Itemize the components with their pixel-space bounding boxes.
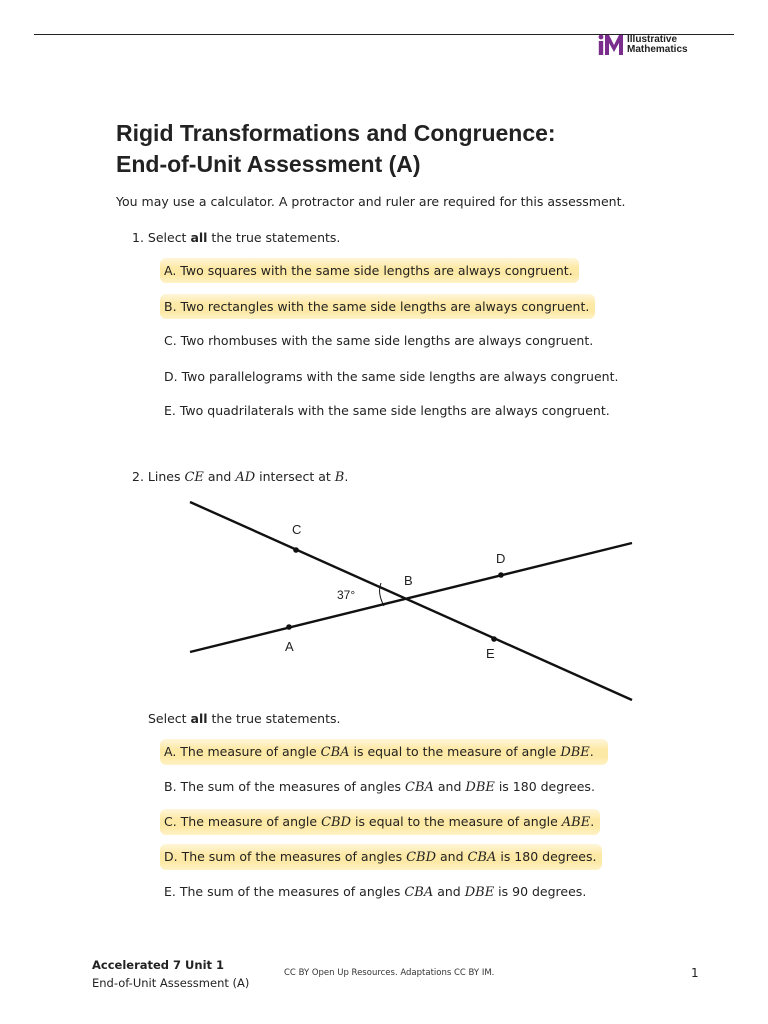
angle-arc xyxy=(380,583,384,606)
q2-option-a xyxy=(160,739,608,765)
q2-line-ad: AD xyxy=(235,470,256,485)
label-b: B xyxy=(404,573,413,588)
q2-select-bold: all xyxy=(190,711,208,726)
q1-option-a: A. Two squares with the same side lengths are always congruent. xyxy=(160,258,579,283)
q2-a-text-3: . xyxy=(589,744,594,759)
label-a: A xyxy=(285,639,294,654)
line-ad xyxy=(190,543,632,652)
q2-b-text-2: and xyxy=(433,779,466,794)
line-ce xyxy=(190,502,632,700)
q2-d-angle-2: CBA xyxy=(467,850,497,865)
label-c: C xyxy=(292,522,302,537)
q2-b-angle-1: CBA xyxy=(405,780,434,795)
q1-option-c: C. Two rhombuses with the same side lengths are always congruent. xyxy=(164,333,594,348)
page-title xyxy=(116,118,556,180)
title-line-1: Rigid Transformations and Congruence: xyxy=(116,120,556,146)
q2-b-angle-2: DBE xyxy=(465,780,495,795)
q2-select-end: the true statements. xyxy=(207,711,341,726)
footer-unit: Accelerated 7 Unit 1 xyxy=(92,958,225,972)
logo-wordmark xyxy=(627,35,688,55)
q2-c-angle-1: CBD xyxy=(321,815,351,830)
q2-c-text-2: is equal to the measure of angle xyxy=(351,814,562,829)
q2-d-text-3: is 180 degrees. xyxy=(496,849,597,864)
point-a xyxy=(286,624,292,630)
q2-line-ce: CE xyxy=(184,470,204,485)
q2-option-b xyxy=(160,774,601,800)
q2-e-angle-1: CBA xyxy=(404,885,434,900)
q2-prompt-part-3: intersect at xyxy=(255,469,335,484)
q2-a-text-2: is equal to the measure of angle xyxy=(349,744,561,759)
footer-license: CC BY Open Up Resources. Adaptations CC BY IM. xyxy=(284,968,495,978)
q2-prompt-part-1: 2. Lines xyxy=(132,469,185,484)
point-e xyxy=(491,636,497,642)
q2-c-text-1: C. The measure of angle xyxy=(164,814,322,829)
intersecting-lines-diagram xyxy=(180,495,640,707)
point-c xyxy=(293,547,299,553)
q2-d-angle-1: CBD xyxy=(406,850,437,865)
q1-prompt xyxy=(132,230,340,245)
q1-prompt-bold: all xyxy=(190,230,208,245)
q2-select-start: Select xyxy=(148,711,191,726)
q2-a-angle-1: CBA xyxy=(320,745,350,760)
q2-d-text-1: D. The sum of the measures of angles xyxy=(164,849,407,864)
point-d xyxy=(498,572,504,578)
q2-b-text-3: is 180 degrees. xyxy=(494,779,595,794)
im-logo xyxy=(598,34,688,56)
q2-a-text-1: A. The measure of angle xyxy=(164,744,321,759)
q2-d-text-2: and xyxy=(436,849,468,864)
im-logo-icon xyxy=(598,34,624,56)
label-d: D xyxy=(496,551,506,566)
q2-e-text-2: and xyxy=(433,884,465,899)
footer-assessment: End-of-Unit Assessment (A) xyxy=(92,976,250,990)
q2-e-text-3: is 90 degrees. xyxy=(494,884,587,899)
q2-point-b: B xyxy=(334,470,345,485)
q2-prompt-part-2: and xyxy=(203,469,236,484)
q1-option-e: E. Two quadrilaterals with the same side lengths are always congruent. xyxy=(164,403,610,418)
q2-e-angle-2: DBE xyxy=(464,885,495,900)
intro-text: You may use a calculator. A protractor and ruler are required for this assessment. xyxy=(116,194,626,209)
q2-b-text-1: B. The sum of the measures of angles xyxy=(164,779,406,794)
label-e: E xyxy=(486,646,495,661)
q2-option-c xyxy=(160,809,600,835)
q2-option-e xyxy=(160,879,592,905)
title-line-2: End-of-Unit Assessment (A) xyxy=(116,151,421,177)
page-number: 1 xyxy=(691,966,699,980)
q2-select-prompt xyxy=(148,711,341,726)
logo-line-1: Illustrative xyxy=(627,34,678,45)
logo-line-2: Mathematics xyxy=(627,44,688,55)
q2-prompt-part-4: . xyxy=(344,469,349,484)
q2-c-angle-2: ABE xyxy=(561,815,591,830)
q2-e-text-1: E. The sum of the measures of angles xyxy=(164,884,405,899)
angle-label: 37° xyxy=(337,588,356,602)
q1-option-d: D. Two parallelograms with the same side lengths are always congruent. xyxy=(164,369,619,384)
q2-option-d xyxy=(160,844,602,870)
q1-prompt-start: 1. Select xyxy=(132,230,191,245)
q1-prompt-end: the true statements. xyxy=(207,230,341,245)
footer-course-info xyxy=(92,956,249,992)
q2-a-angle-2: DBE xyxy=(560,745,590,760)
q1-option-b: B. Two rectangles with the same side lengths are always congruent. xyxy=(160,294,595,319)
q2-prompt xyxy=(132,469,348,485)
q2-c-text-3: . xyxy=(590,814,595,829)
